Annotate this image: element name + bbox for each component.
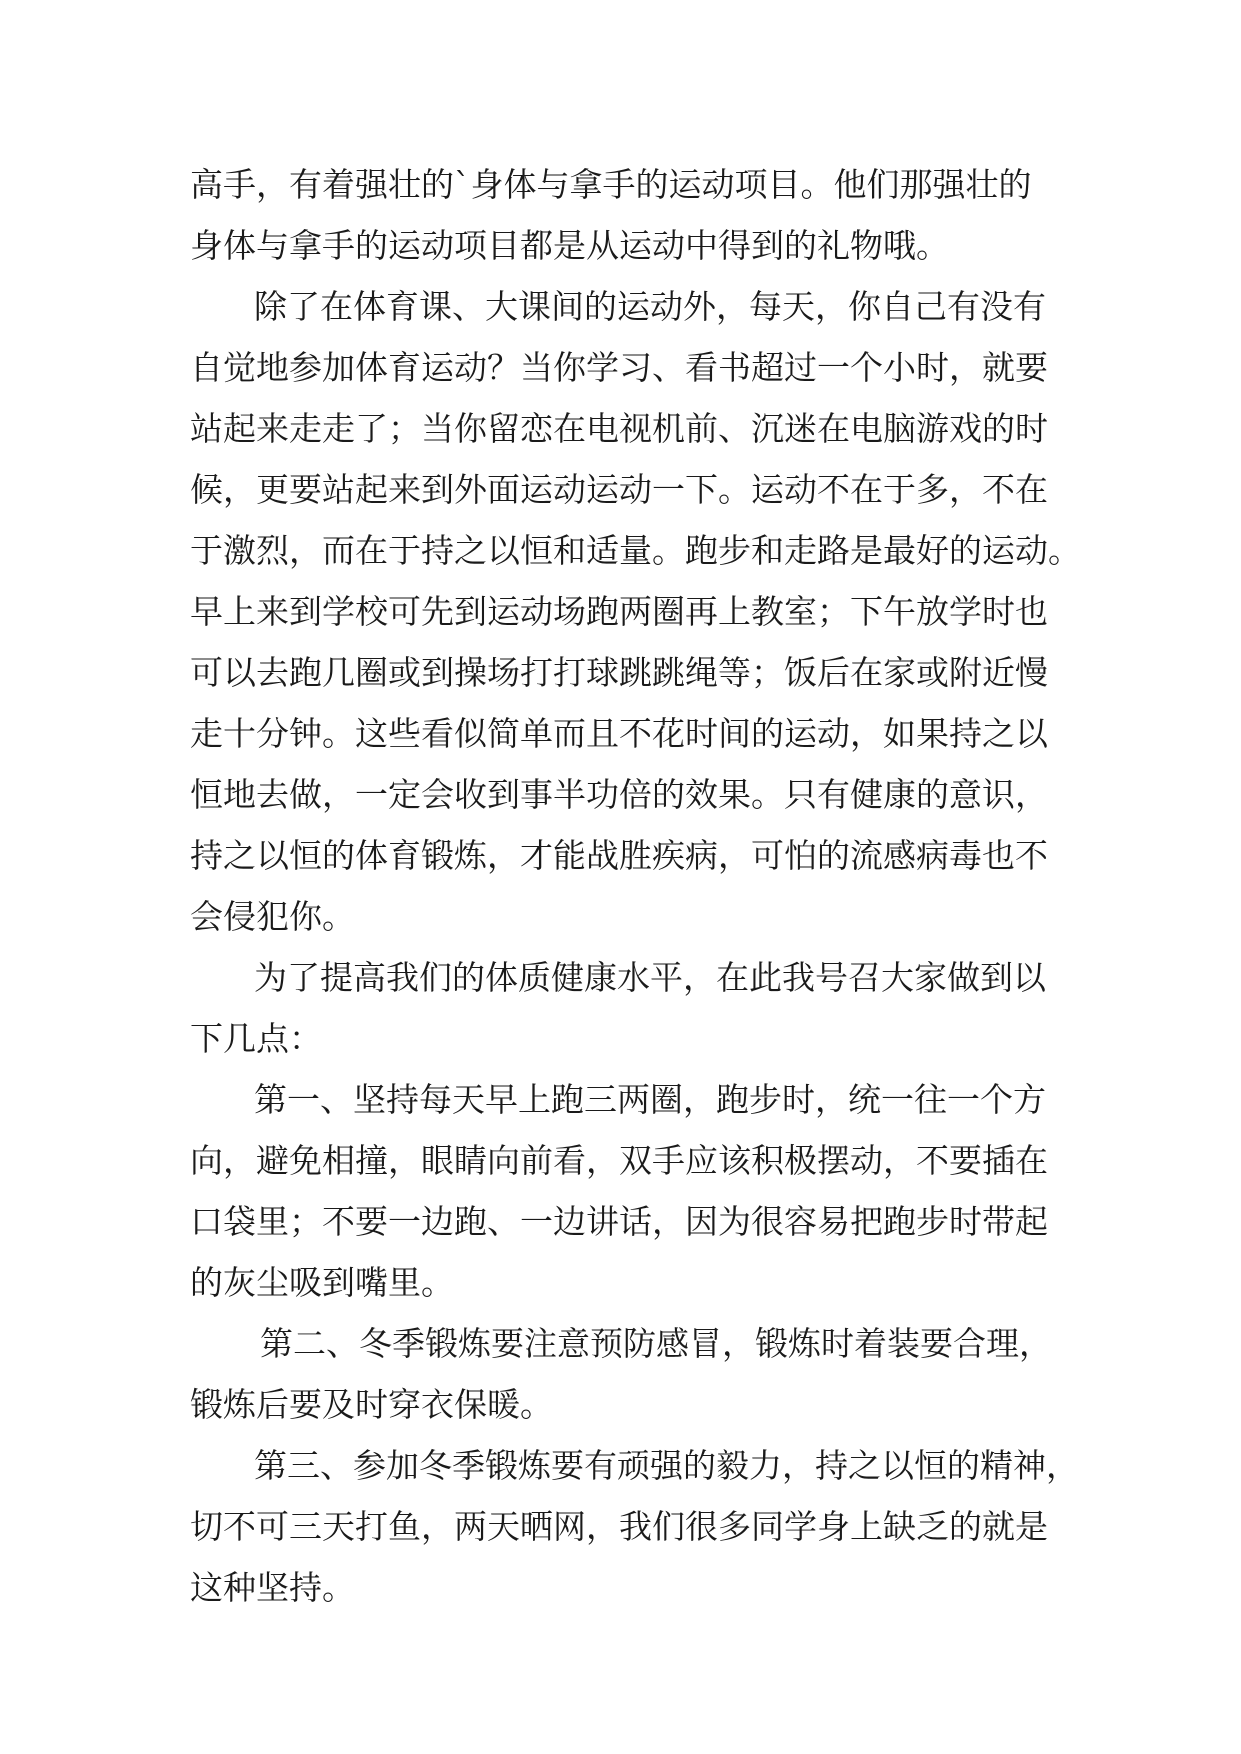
document-body (190, 154, 1081, 1618)
text-line: 可以去跑几圈或到操场打打球跳跳绳等；饭后在家或附近慢 (190, 653, 1048, 692)
text-line: 高手，有着强壮的`身体与拿手的运动项目。他们那强壮的 (190, 165, 1032, 204)
text-line: 走十分钟。这些看似简单而且不花时间的运动，如果持之以 (190, 714, 1048, 753)
paragraph-start-line: 第三、参加冬季锻炼要有顽强的毅力，持之以恒的精神， (254, 1446, 1079, 1485)
text-line: 身体与拿手的运动项目都是从运动中得到的礼物哦。 (190, 226, 949, 265)
text-line: 锻炼后要及时穿衣保暖。 (190, 1385, 553, 1424)
text-line: 持之以恒的体育锻炼，才能战胜疾病，可怕的流感病毒也不 (190, 836, 1048, 875)
paragraph-start-line: 第一、坚持每天早上跑三两圈，跑步时，统一往一个方 (254, 1080, 1046, 1119)
text-line: 候，更要站起来到外面运动运动一下。运动不在于多，不在 (190, 470, 1048, 509)
text-line: 会侵犯你。 (190, 897, 355, 936)
paragraph-start-line: 除了在体育课、大课间的运动外，每天，你自己有没有 (254, 287, 1046, 326)
text-line: 早上来到学校可先到运动场跑两圈再上教室；下午放学时也 (190, 592, 1048, 631)
text-line: 下几点： (190, 1019, 322, 1058)
text-line: 向，避免相撞，眼睛向前看，双手应该积极摆动，不要插在 (190, 1141, 1048, 1180)
text-line: 这种坚持。 (190, 1568, 355, 1607)
text-line: 恒地去做，一定会收到事半功倍的效果。只有健康的意识， (190, 775, 1048, 814)
text-line: 口袋里；不要一边跑、一边讲话，因为很容易把跑步时带起 (190, 1202, 1048, 1241)
text-line: 于激烈，而在于持之以恒和适量。跑步和走路是最好的运动。 (190, 531, 1081, 570)
text-line: 的灰尘吸到嘴里。 (190, 1263, 454, 1302)
paragraph-start-line: 第二、冬季锻炼要注意预防感冒，锻炼时着装要合理， (260, 1324, 1052, 1363)
paragraph-start-line: 为了提高我们的体质健康水平，在此我号召大家做到以 (254, 958, 1046, 997)
text-line: 站起来走走了；当你留恋在电视机前、沉迷在电脑游戏的时 (190, 409, 1048, 448)
text-line: 切不可三天打鱼，两天晒网，我们很多同学身上缺乏的就是 (190, 1507, 1048, 1546)
text-line: 自觉地参加体育运动？当你学习、看书超过一个小时，就要 (190, 348, 1048, 387)
